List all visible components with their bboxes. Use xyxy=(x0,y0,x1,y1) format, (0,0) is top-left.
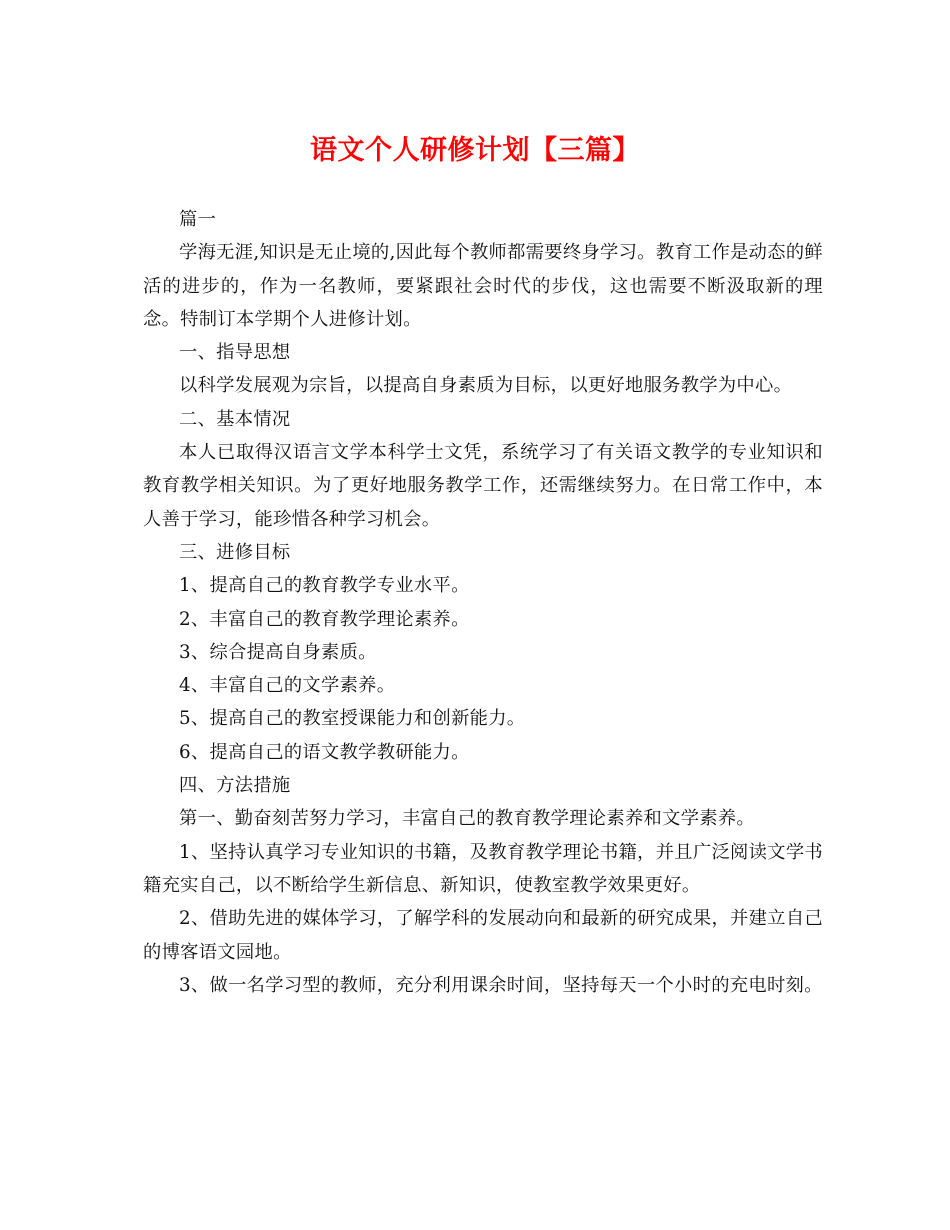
paragraph-intro: 学海无涯,知识是无止境的,因此每个教师都需要终身学习。教育工作是动态的鲜活的进步的，作为一名教师，要紧跟社会时代的步伐，这也需要不断汲取新的理念。特制订本学期个人进修计划。 xyxy=(143,242,823,330)
list-item-method-2: 2、借助先进的媒体学习，了解学科的发展动向和最新的研究成果，并建立自己的博客语文园地。 xyxy=(143,908,823,963)
list-item-method-3: 3、做一名学习型的教师，充分利用课余时间，坚持每天一个小时的充电时刻。 xyxy=(179,974,823,996)
document-body xyxy=(143,203,823,1002)
paragraph-heading-guiding-thought: 一、指导思想 xyxy=(179,342,291,364)
paragraph-heading-basic-situation: 二、基本情况 xyxy=(179,408,291,430)
paragraph-guiding-thought: 以科学发展观为宗旨，以提高自身素质为目标，以更好地服务教学为中心。 xyxy=(179,375,793,397)
list-item-goal-5: 5、提高自己的教室授课能力和创新能力。 xyxy=(179,708,526,730)
paragraph-basic-situation: 本人已取得汉语言文学本科学士文凭，系统学习了有关语文教学的专业知识和教育教学相关知识。为了更好地服务教学工作，还需继续努力。在日常工作中，本人善于学习，能珍惜各种学习机会。 xyxy=(143,442,823,530)
paragraph-heading-goals: 三、进修目标 xyxy=(179,541,291,563)
list-item-goal-3: 3、综合提高自身素质。 xyxy=(179,641,377,663)
list-item-method-1: 1、坚持认真学习专业知识的书籍，及教育教学理论书籍，并且广泛阅读文学书籍充实自己，以不断给学生新信息、新知识，使教室教学效果更好。 xyxy=(143,841,823,896)
list-item-goal-1: 1、提高自己的教育教学专业水平。 xyxy=(179,575,470,597)
list-item-goal-4: 4、丰富自己的文学素养。 xyxy=(179,675,396,697)
list-item-goal-6: 6、提高自己的语文教学教研能力。 xyxy=(179,741,470,763)
paragraph-section-heading: 篇一 xyxy=(179,209,217,230)
paragraph-heading-methods: 四、方法措施 xyxy=(179,775,291,797)
paragraph-method-first: 第一、勤奋刻苦努力学习，丰富自己的教育教学理论素养和文学素养。 xyxy=(179,808,756,830)
list-item-goal-2: 2、丰富自己的教育教学理论素养。 xyxy=(179,608,470,630)
document-title: 语文个人研修计划【三篇】 xyxy=(310,135,640,166)
